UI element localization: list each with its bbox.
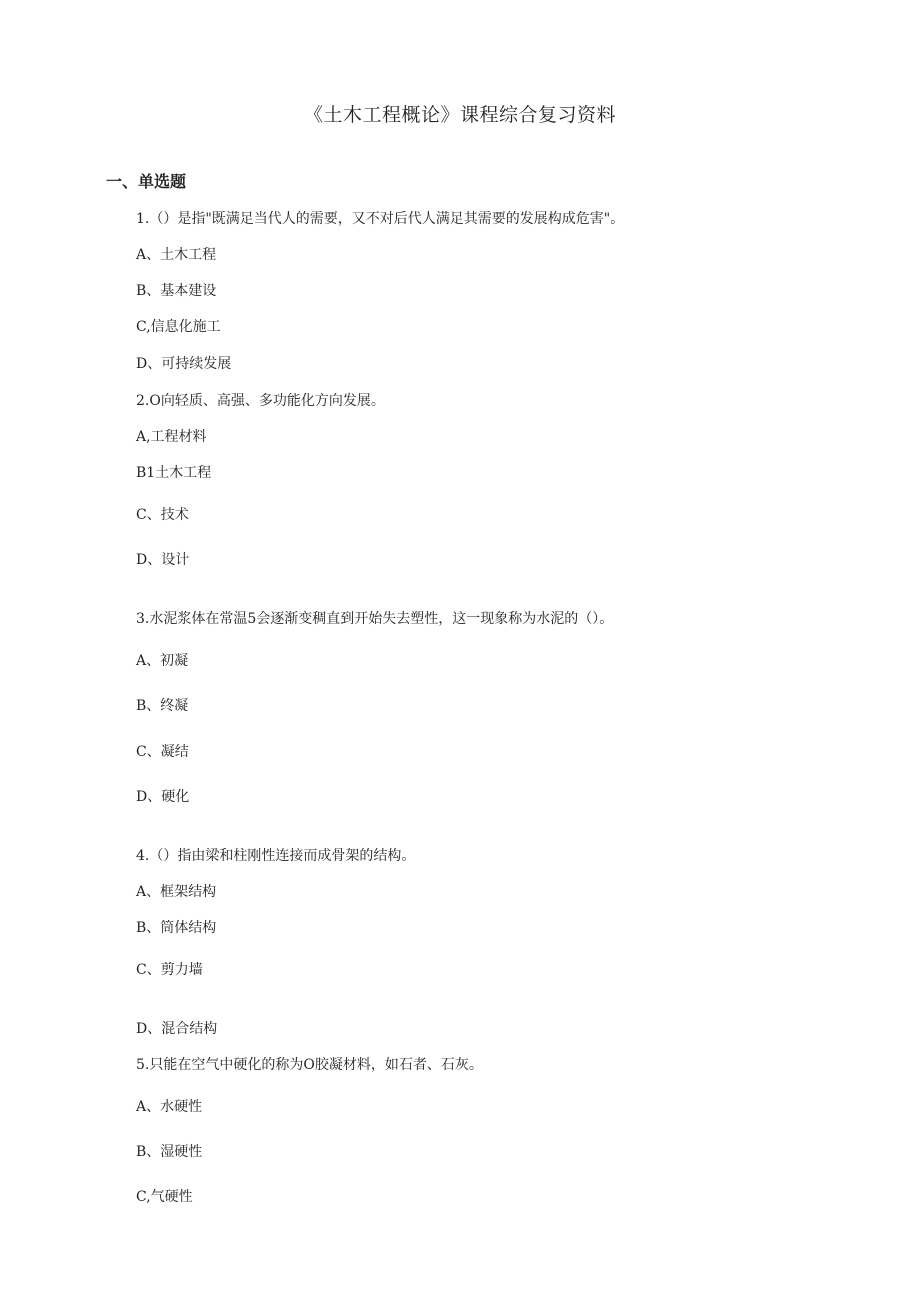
question-4-option-a: A、框架结构 bbox=[136, 884, 217, 900]
question-1-option-a: A、土木工程 bbox=[136, 247, 217, 263]
question-4-option-c: C、剪力墙 bbox=[136, 962, 203, 978]
question-1-option-b: B、基本建设 bbox=[136, 283, 217, 299]
document-title: 《土木工程概论》课程综合复习资料 bbox=[303, 104, 616, 126]
question-3-option-d: D、硬化 bbox=[136, 789, 190, 805]
question-5-option-b: B、湿硬性 bbox=[136, 1144, 203, 1160]
section-heading: 一、单选题 bbox=[106, 172, 187, 191]
question-4-stem: 4.（）指由梁和柱刚性连接而成骨架的结构。 bbox=[136, 848, 416, 864]
question-3-option-c: C、凝结 bbox=[136, 744, 189, 760]
question-5-option-a: A、水硬性 bbox=[136, 1099, 203, 1115]
question-1-option-c: C,信息化施工 bbox=[136, 319, 221, 335]
question-2-stem: 2.O向轻质、高强、多功能化方向发展。 bbox=[136, 393, 385, 409]
question-2-option-b: B1土木工程 bbox=[136, 465, 212, 481]
question-2-option-d: D、设计 bbox=[136, 552, 190, 568]
question-3-stem: 3.水泥浆体在常温5会逐渐变稠直到开始失去塑性，这一现象称为水泥的（）。 bbox=[136, 611, 614, 627]
question-3-option-a: A、初凝 bbox=[136, 653, 189, 669]
question-1-stem: 1.（）是指"既满足当代人的需要，又不对后代人满足其需要的发展构成危害"。 bbox=[136, 211, 625, 227]
question-4-option-b: B、筒体结构 bbox=[136, 920, 217, 936]
question-4-option-d: D、混合结构 bbox=[136, 1021, 218, 1037]
question-2-option-a: A,工程材料 bbox=[136, 429, 207, 445]
question-2-option-c: C、技术 bbox=[136, 507, 189, 523]
question-5-option-c: C,气硬性 bbox=[136, 1189, 193, 1205]
question-1-option-d: D、可持续发展 bbox=[136, 356, 232, 372]
question-3-option-b: B、终凝 bbox=[136, 698, 189, 714]
question-5-stem: 5.只能在空气中硬化的称为O胶凝材料，如石者、石灰。 bbox=[136, 1057, 483, 1073]
